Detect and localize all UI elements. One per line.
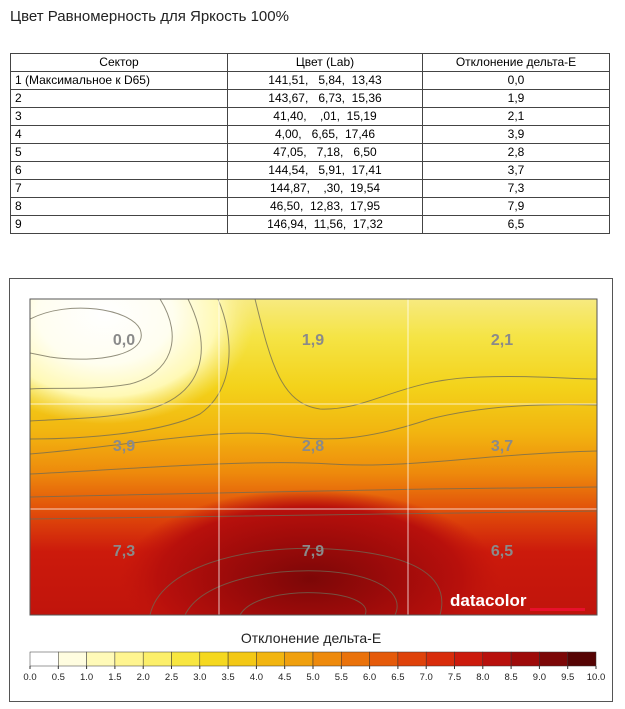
column-header-sector: Сектор bbox=[11, 54, 228, 72]
column-header-delta-e: Отклонение дельта-E bbox=[423, 54, 610, 72]
table-row bbox=[11, 108, 610, 126]
cell-sector: 6 bbox=[11, 162, 228, 180]
legend-tick-label: 2.0 bbox=[136, 672, 150, 683]
legend-tick-label: 8.0 bbox=[476, 672, 490, 683]
legend-swatches bbox=[30, 652, 596, 666]
legend-swatch bbox=[539, 652, 567, 666]
legend-swatch bbox=[426, 652, 454, 666]
cell-sector: 9 bbox=[11, 216, 228, 234]
cell-sector: 7 bbox=[11, 180, 228, 198]
legend-tick-label: 10.0 bbox=[586, 672, 606, 683]
legend-tick-label: 7.0 bbox=[419, 672, 433, 683]
legend-swatch bbox=[58, 652, 86, 666]
table-header-row bbox=[11, 54, 610, 72]
cell-delta-e: 2,1 bbox=[423, 108, 610, 126]
uniformity-chart-panel bbox=[9, 278, 613, 702]
legend-tick-label: 9.0 bbox=[532, 672, 547, 683]
legend-ticks bbox=[23, 666, 605, 683]
legend-tick-label: 4.0 bbox=[249, 672, 264, 683]
legend-swatch bbox=[30, 652, 58, 666]
legend-swatch bbox=[87, 652, 115, 666]
legend-swatch bbox=[483, 652, 511, 666]
legend-swatch bbox=[455, 652, 483, 666]
legend-swatch bbox=[200, 652, 228, 666]
legend-swatch bbox=[228, 652, 256, 666]
legend-swatch bbox=[172, 652, 200, 666]
datacolor-wordmark: datacolor bbox=[450, 591, 527, 610]
cell-sector: 8 bbox=[11, 198, 228, 216]
cell-sector: 2 bbox=[11, 90, 228, 108]
legend-title: Отклонение дельта-E bbox=[240, 630, 382, 646]
sector-value-8: 7,9 bbox=[301, 543, 325, 560]
legend-tick-label: 2.5 bbox=[164, 672, 179, 683]
cell-sector: 5 bbox=[11, 144, 228, 162]
legend-swatch bbox=[370, 652, 398, 666]
legend-tick-label: 5.5 bbox=[334, 672, 348, 683]
legend-swatch bbox=[568, 652, 596, 666]
legend-swatch bbox=[115, 652, 143, 666]
page-title: Цвет Равномерность для Яркость 100% bbox=[10, 8, 289, 25]
uniformity-table bbox=[10, 53, 610, 234]
table-row bbox=[11, 72, 610, 90]
sector-value-7: 7,3 bbox=[112, 543, 136, 560]
uniformity-heatmap bbox=[10, 279, 612, 701]
table-row bbox=[11, 162, 610, 180]
legend-swatch bbox=[511, 652, 539, 666]
datacolor-logo-bar bbox=[530, 608, 585, 611]
legend-swatch bbox=[398, 652, 426, 666]
cell-delta-e: 3,9 bbox=[423, 126, 610, 144]
sector-value-5: 2,8 bbox=[301, 438, 325, 455]
sector-value-1: 0,0 bbox=[112, 332, 136, 349]
cell-lab: 146,94, 11,56, 17,32 bbox=[228, 216, 423, 234]
column-header-lab: Цвет (Lab) bbox=[228, 54, 423, 72]
legend-tick-label: 1.5 bbox=[108, 672, 122, 683]
cell-delta-e: 3,7 bbox=[423, 162, 610, 180]
legend-tick-label: 0.0 bbox=[23, 672, 37, 683]
table-row bbox=[11, 180, 610, 198]
cell-lab: 143,67, 6,73, 15,36 bbox=[228, 90, 423, 108]
sector-value-6: 3,7 bbox=[490, 438, 514, 455]
legend-tick-label: 1.0 bbox=[79, 672, 94, 683]
legend-swatch bbox=[256, 652, 284, 666]
cell-delta-e: 6,5 bbox=[423, 216, 610, 234]
legend-tick-label: 6.5 bbox=[391, 672, 405, 683]
sector-value-3: 2,1 bbox=[490, 332, 514, 349]
legend-swatch bbox=[341, 652, 369, 666]
color-scale-legend bbox=[23, 652, 605, 683]
sector-value-4: 3,9 bbox=[112, 438, 136, 455]
legend-tick-label: 3.5 bbox=[221, 672, 235, 683]
table-row bbox=[11, 216, 610, 234]
cell-lab: 41,40, ,01, 15,19 bbox=[228, 108, 423, 126]
legend-tick-label: 5.0 bbox=[306, 672, 320, 683]
cell-sector: 1 (Максимальное к D65) bbox=[11, 72, 228, 90]
cell-delta-e: 1,9 bbox=[423, 90, 610, 108]
legend-swatch bbox=[313, 652, 341, 666]
cell-delta-e: 0,0 bbox=[423, 72, 610, 90]
legend-tick-label: 8.5 bbox=[504, 672, 518, 683]
cell-lab: 47,05, 7,18, 6,50 bbox=[228, 144, 423, 162]
sector-value-9: 6,5 bbox=[490, 543, 514, 560]
cell-lab: 46,50, 12,83, 17,95 bbox=[228, 198, 423, 216]
cell-delta-e: 7,3 bbox=[423, 180, 610, 198]
legend-tick-label: 3.0 bbox=[193, 672, 207, 683]
legend-swatch bbox=[285, 652, 313, 666]
table-row bbox=[11, 198, 610, 216]
legend-swatch bbox=[143, 652, 171, 666]
legend-tick-label: 0.5 bbox=[51, 672, 65, 683]
cell-delta-e: 2,8 bbox=[423, 144, 610, 162]
cell-lab: 144,87, ,30, 19,54 bbox=[228, 180, 423, 198]
legend-tick-label: 7.5 bbox=[447, 672, 462, 683]
cell-lab: 144,54, 5,91, 17,41 bbox=[228, 162, 423, 180]
legend-tick-label: 6.0 bbox=[362, 672, 377, 683]
cell-lab: 4,00, 6,65, 17,46 bbox=[228, 126, 423, 144]
cell-lab: 141,51, 5,84, 13,43 bbox=[228, 72, 423, 90]
cell-delta-e: 7,9 bbox=[423, 198, 610, 216]
cell-sector: 3 bbox=[11, 108, 228, 126]
legend-tick-label: 9.5 bbox=[561, 672, 575, 683]
cell-sector: 4 bbox=[11, 126, 228, 144]
sector-value-2: 1,9 bbox=[301, 332, 325, 349]
table-row bbox=[11, 144, 610, 162]
legend-tick-label: 4.5 bbox=[278, 672, 292, 683]
table-row bbox=[11, 126, 610, 144]
table-row bbox=[11, 90, 610, 108]
